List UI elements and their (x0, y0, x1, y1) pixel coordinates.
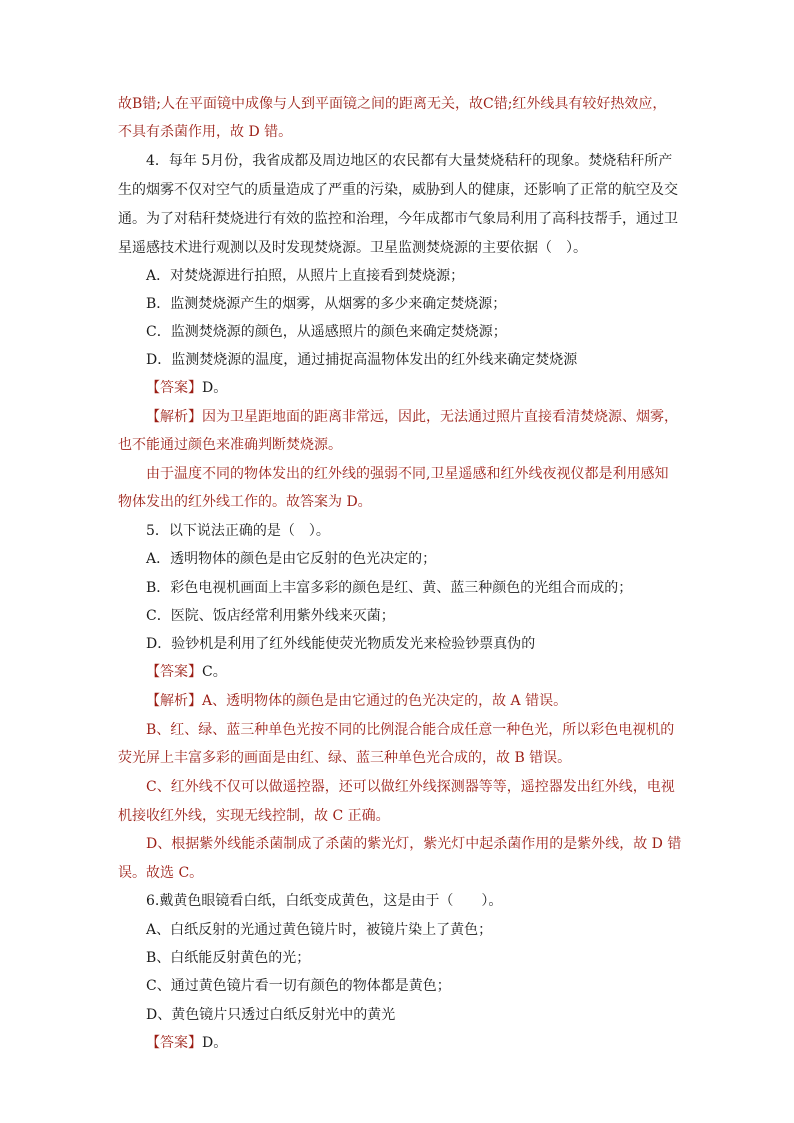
analysis-tag: 【解析】 (146, 693, 202, 709)
q5-option-d: D．验钞机是利用了红外线能使荧光物质发光来检验钞票真伪的 (146, 636, 536, 652)
q4-stem-line: 4．每年 5月份，我省成都及周边地区的农民都有大量焚烧秸秆的现象。焚烧秸秆所产 (146, 153, 673, 169)
answer-tag: 【答案】 (146, 664, 202, 680)
q4-analysis-line: 物体发出的红外线工作的。故答案为 D。 (118, 494, 372, 510)
q4-option-c: C．监测焚烧源的颜色，从遥感照片的颜色来确定焚烧源； (146, 324, 507, 340)
q4-analysis-line: 由于温度不同的物体发出的红外线的强弱不同,卫星遥感和红外线夜视仪都是利用感知 (146, 466, 669, 482)
answer-value: D。 (202, 1035, 228, 1051)
q6-answer (146, 1033, 706, 1053)
q4-option-d: D．监测焚烧源的温度，通过捕捉高温物体发出的红外线来确定焚烧源 (146, 352, 578, 368)
q5-analysis-line: B、红、绿、蓝三种单色光按不同的比例混合能合成任意一种色光，所以彩色电视机的 (146, 722, 675, 738)
prev-explanation-line: 不具有杀菌作用，故 D 错。 (118, 124, 293, 140)
answer-value: C。 (202, 664, 227, 680)
analysis-tag: 【解析】 (146, 409, 202, 425)
q5-analysis-line: 荧光屏上丰富多彩的画面是由红、绿、蓝三种单色光合成的，故 B 错误。 (118, 750, 572, 766)
q5-analysis-line: 误。故选 C。 (118, 865, 204, 881)
q6-stem: 6.戴黄色眼镜看白纸，白纸变成黄色，这是由于（ ）。 (146, 893, 503, 909)
q5-option-a: A．透明物体的颜色是由它反射的色光决定的； (146, 551, 437, 567)
analysis-text: A、透明物体的颜色是由它通过的色光决定的，故 A 错误。 (202, 693, 568, 709)
q5-option-c: C．医院、饭店经常利用紫外线来灭菌； (146, 608, 395, 624)
q5-analysis (146, 691, 706, 711)
q4-option-b: B．监测焚烧源产生的烟雾，从烟雾的多少来确定焚烧源； (146, 296, 507, 312)
q6-option-c: C、通过黄色镜片看一切有颜色的物体都是黄色； (146, 978, 451, 994)
q4-stem-line: 生的烟雾不仅对空气的质量造成了严重的污染，威胁到人的健康，还影响了正常的航空及交 (118, 182, 678, 198)
prev-explanation-line: 故B错;人在平面镜中成像与人到平面镜之间的距离无关，故C错;红外线具有较好热效应， (118, 96, 667, 112)
q4-option-a: A．对焚烧源进行拍照，从照片上直接看到焚烧源； (146, 268, 465, 284)
q6-option-d: D、黄色镜片只透过白纸反射光中的黄光 (146, 1007, 396, 1023)
answer-tag: 【答案】 (146, 380, 202, 396)
q5-stem: 5．以下说法正确的是（ ）。 (146, 523, 330, 539)
q5-analysis-line: 机接收红外线，实现无线控制，故 C 正确。 (118, 808, 390, 824)
answer-value: D。 (202, 380, 228, 396)
q4-stem-line: 通。为了对秸秆焚烧进行有效的监控和治理，今年成都市气象局利用了高科技帮手，通过卫 (118, 211, 678, 227)
q4-stem-line: 星遥感技术进行观测以及时发现焚烧源。卫星监测焚烧源的主要依据（ ）。 (118, 240, 587, 256)
q5-answer (146, 662, 706, 682)
analysis-text: 因为卫星距地面的距离非常远，因此，无法通过照片直接看清焚烧源、烟雾， (202, 409, 678, 425)
answer-tag: 【答案】 (146, 1035, 202, 1051)
q4-analysis-line: 也不能通过颜色来准确判断焚烧源。 (118, 437, 342, 453)
q6-option-b: B、白纸能反射黄色的光； (146, 950, 311, 966)
q4-answer (146, 378, 706, 398)
q4-analysis (146, 407, 706, 427)
q5-analysis-line: D、根据紫外线能杀菌制成了杀菌的紫光灯，紫光灯中起杀菌作用的是紫外线，故 D 错 (146, 836, 682, 852)
q5-analysis-line: C、红外线不仅可以做遥控器，还可以做红外线探测器等等，遥控器发出红外线，电视 (146, 779, 675, 795)
q6-option-a: A、白纸反射的光通过黄色镜片时，被镜片染上了黄色； (146, 922, 493, 938)
q5-option-b: B．彩色电视机画面上丰富多彩的颜色是红、黄、蓝三种颜色的光组合而成的； (146, 580, 633, 596)
